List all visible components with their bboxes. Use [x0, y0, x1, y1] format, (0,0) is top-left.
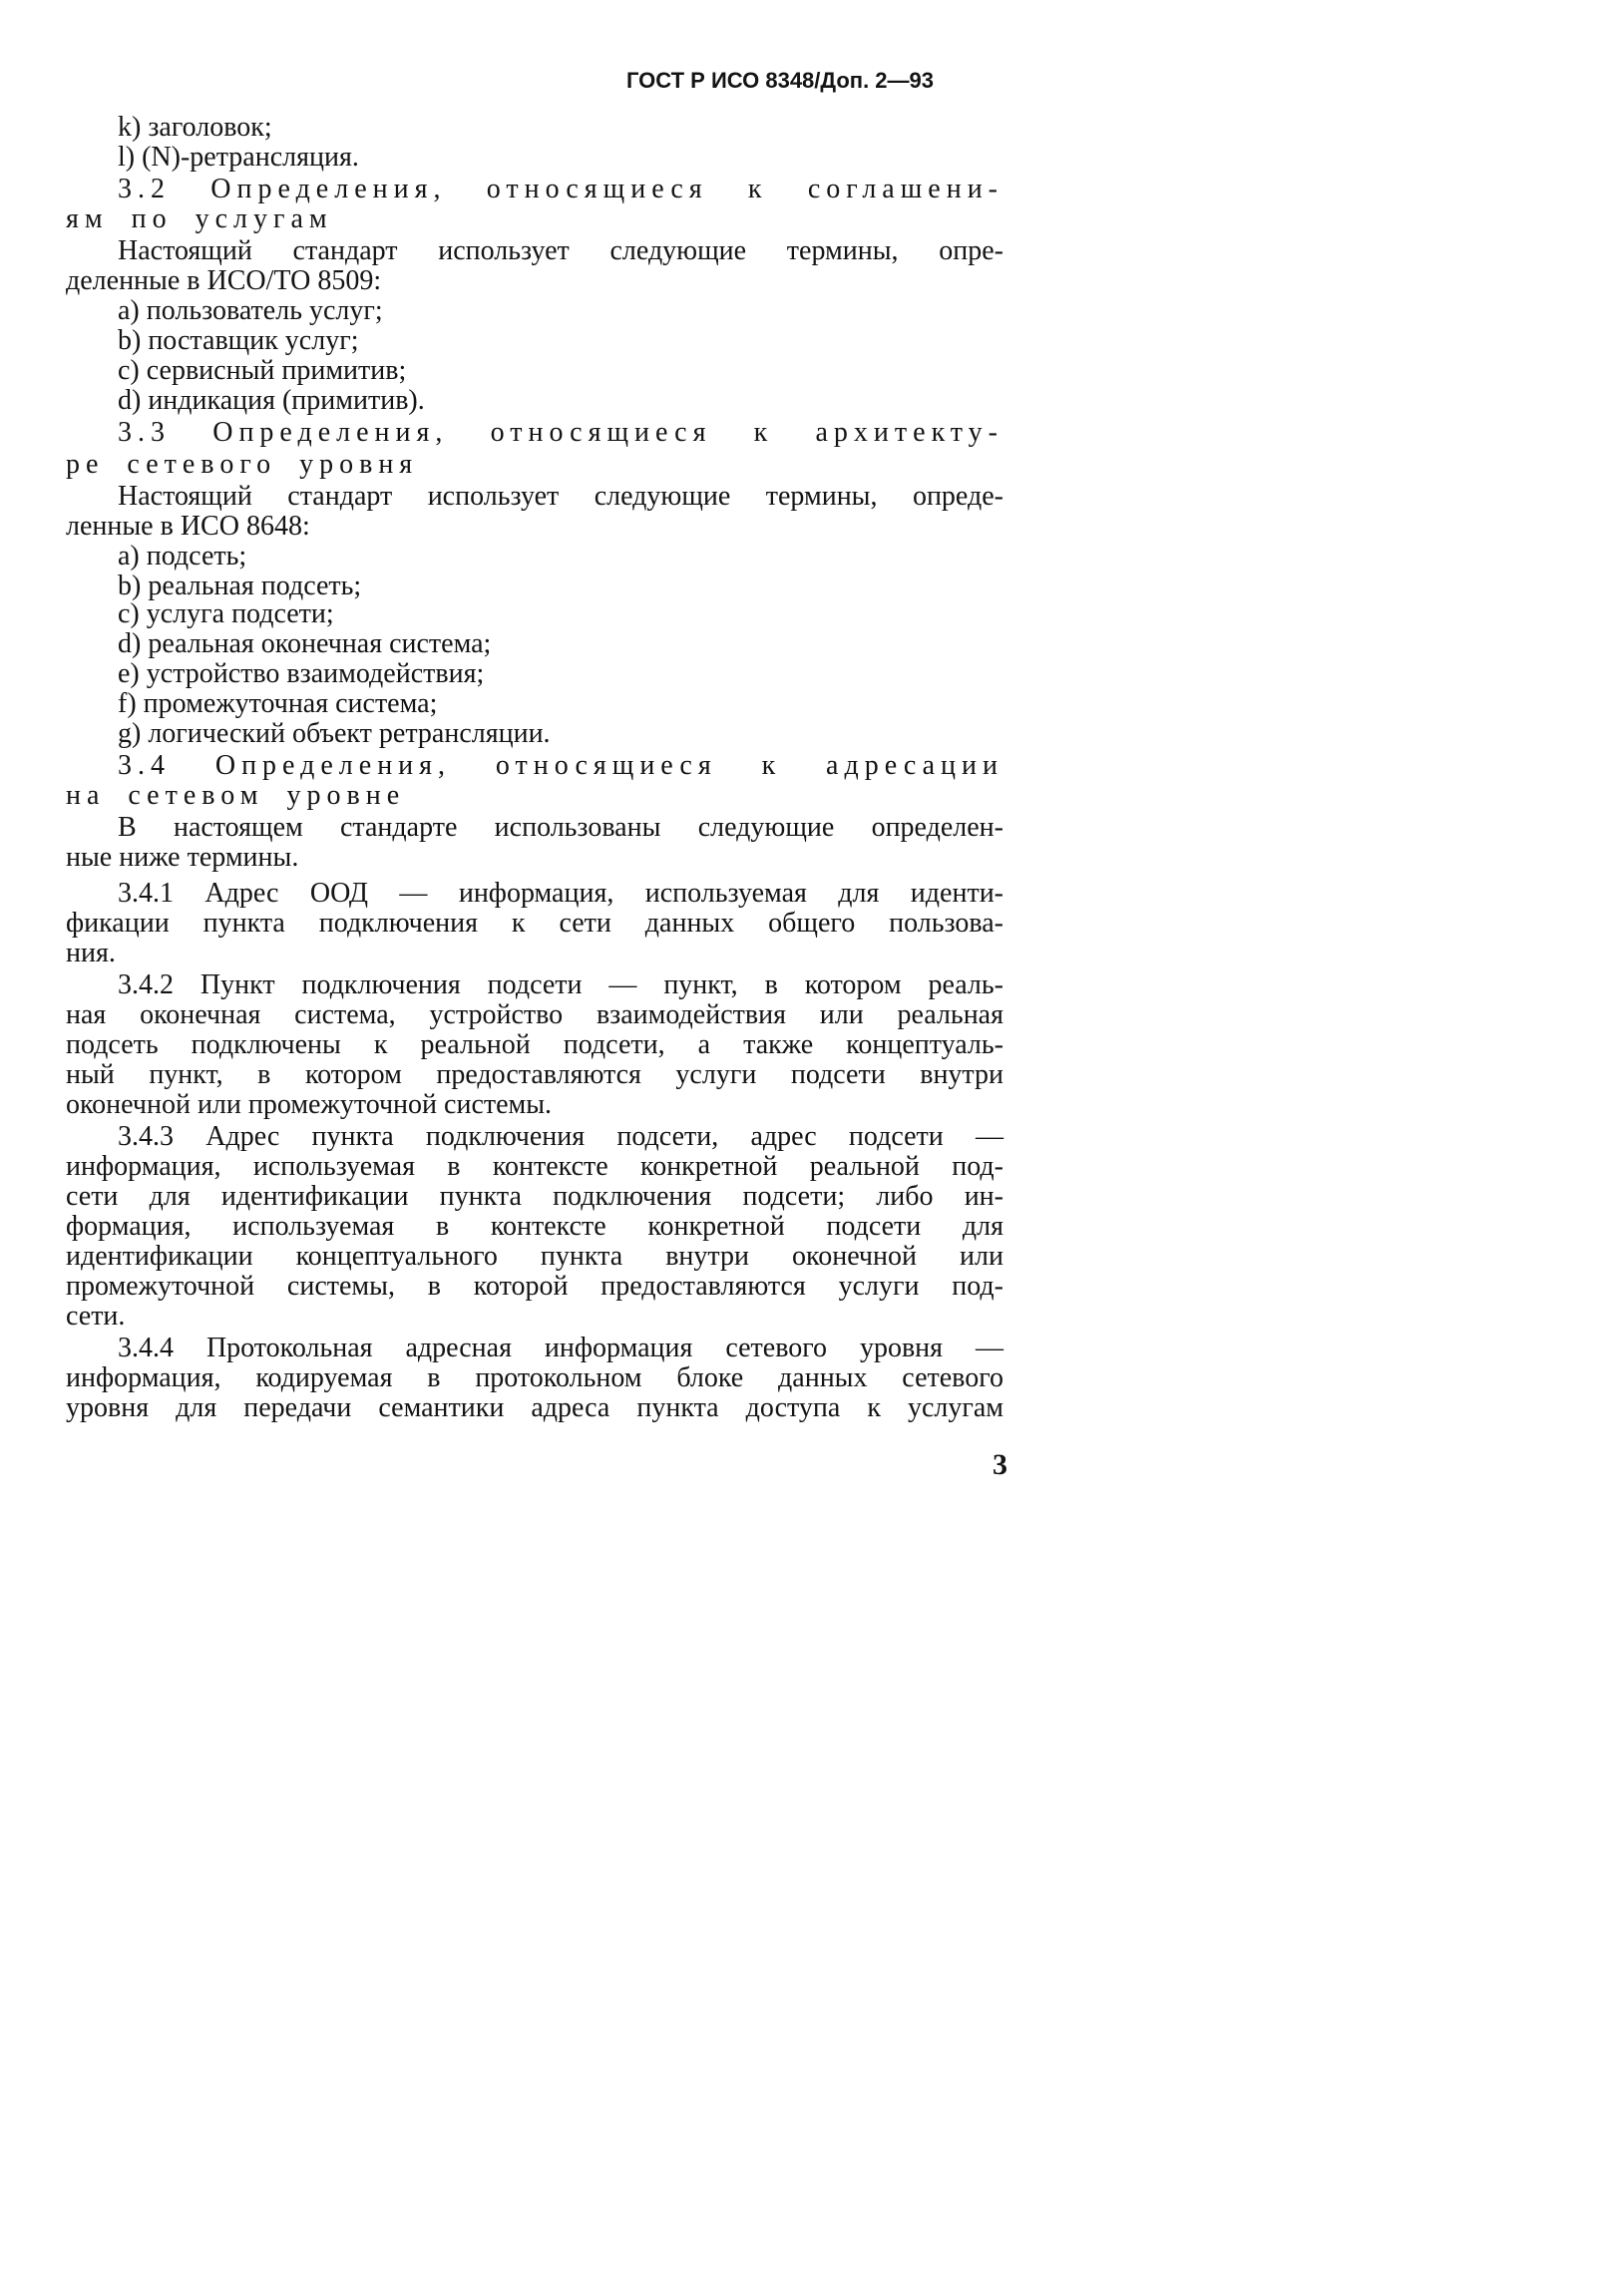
- page-header: ГОСТ Р ИСО 8348/Доп. 2—93: [626, 68, 934, 93]
- list-item: с) услуга подсети;: [118, 598, 334, 629]
- definition-text: 3.4.3 Адрес пункта подключения подсети, адрес подсети —: [118, 1121, 1003, 1152]
- text-line: Настоящий стандарт использует следующие термины, опре-: [118, 235, 1003, 266]
- list-item: d) реальная оконечная система;: [118, 628, 492, 659]
- list-item: d) индикация (примитив).: [118, 385, 425, 416]
- list-item: е) устройство взаимодействия;: [118, 658, 485, 689]
- definition-text: подсеть подключены к реальной подсети, а также концептуаль-: [66, 1029, 1003, 1060]
- text-line: l) (N)-ретрансляция.: [118, 142, 359, 173]
- section-heading: ям по услугам: [66, 203, 333, 234]
- definition-text: ная оконечная система, устройство взаимодействия или реальная: [66, 999, 1003, 1030]
- list-item: f) промежуточная система;: [118, 688, 438, 719]
- definition-text: оконечной или промежуточной системы.: [66, 1089, 553, 1120]
- definition-text: 3.4.2 Пункт подключения подсети — пункт, в котором реаль-: [118, 969, 1003, 1000]
- text-line: В настоящем стандарте использованы следующие определен-: [118, 812, 1003, 843]
- list-item: b) реальная подсеть;: [118, 571, 362, 601]
- text-line: деленные в ИСО/ТО 8509:: [66, 265, 382, 296]
- list-item: а) подсеть;: [118, 541, 247, 572]
- list-item: b) поставщик услуг;: [118, 325, 359, 356]
- text-line: Настоящий стандарт использует следующие термины, опреде-: [118, 481, 1003, 512]
- definition-text: сети для идентификации пункта подключения подсети; либо ин-: [66, 1181, 1003, 1212]
- section-heading: ре сетевого уровня: [66, 449, 419, 480]
- definition-text: ния.: [66, 938, 116, 968]
- document-page: [0, 0, 1070, 1537]
- definition-text: сети.: [66, 1301, 126, 1332]
- section-heading: на сетевом уровне: [66, 780, 406, 811]
- definition-text: 3.4.4 Протокольная адресная информация сетевого уровня —: [118, 1333, 1003, 1363]
- definition-text: ный пункт, в котором предоставляются услуги подсети внутри: [66, 1059, 1003, 1090]
- definition-text: информация, кодируемая в протокольном блоке данных сетевого: [66, 1362, 1003, 1393]
- section-heading: 3.2 Определения, относящиеся к соглашени-: [118, 174, 1003, 204]
- definition-text: формация, используемая в контексте конкретной подсети для: [66, 1211, 1003, 1242]
- definition-text: 3.4.1 Адрес ООД — информация, используемая для иденти-: [118, 878, 1003, 909]
- list-item: а) пользователь услуг;: [118, 295, 383, 326]
- list-item: с) сервисный примитив;: [118, 355, 407, 386]
- text-line: ленные в ИСО 8648:: [66, 511, 310, 542]
- page-number: 3: [993, 1448, 1007, 1481]
- section-heading: 3.4 Определения, относящиеся к адресации: [118, 750, 1003, 781]
- text-line: ные ниже термины.: [66, 842, 299, 873]
- definition-text: промежуточной системы, в которой предоставляются услуги под-: [66, 1271, 1003, 1302]
- definition-text: информация, используемая в контексте конкретной реальной под-: [66, 1151, 1003, 1182]
- definition-text: идентификации концептуального пункта внутри оконечной или: [66, 1241, 1003, 1272]
- list-item: g) логический объект ретрансляции.: [118, 718, 551, 749]
- definition-text: фикации пункта подключения к сети данных общего пользова-: [66, 908, 1003, 939]
- text-line: k) заголовок;: [118, 112, 272, 143]
- definition-text: уровня для передачи семантики адреса пункта доступа к услугам: [66, 1392, 1003, 1423]
- section-heading: 3.3 Определения, относящиеся к архитекту-: [118, 417, 1003, 448]
